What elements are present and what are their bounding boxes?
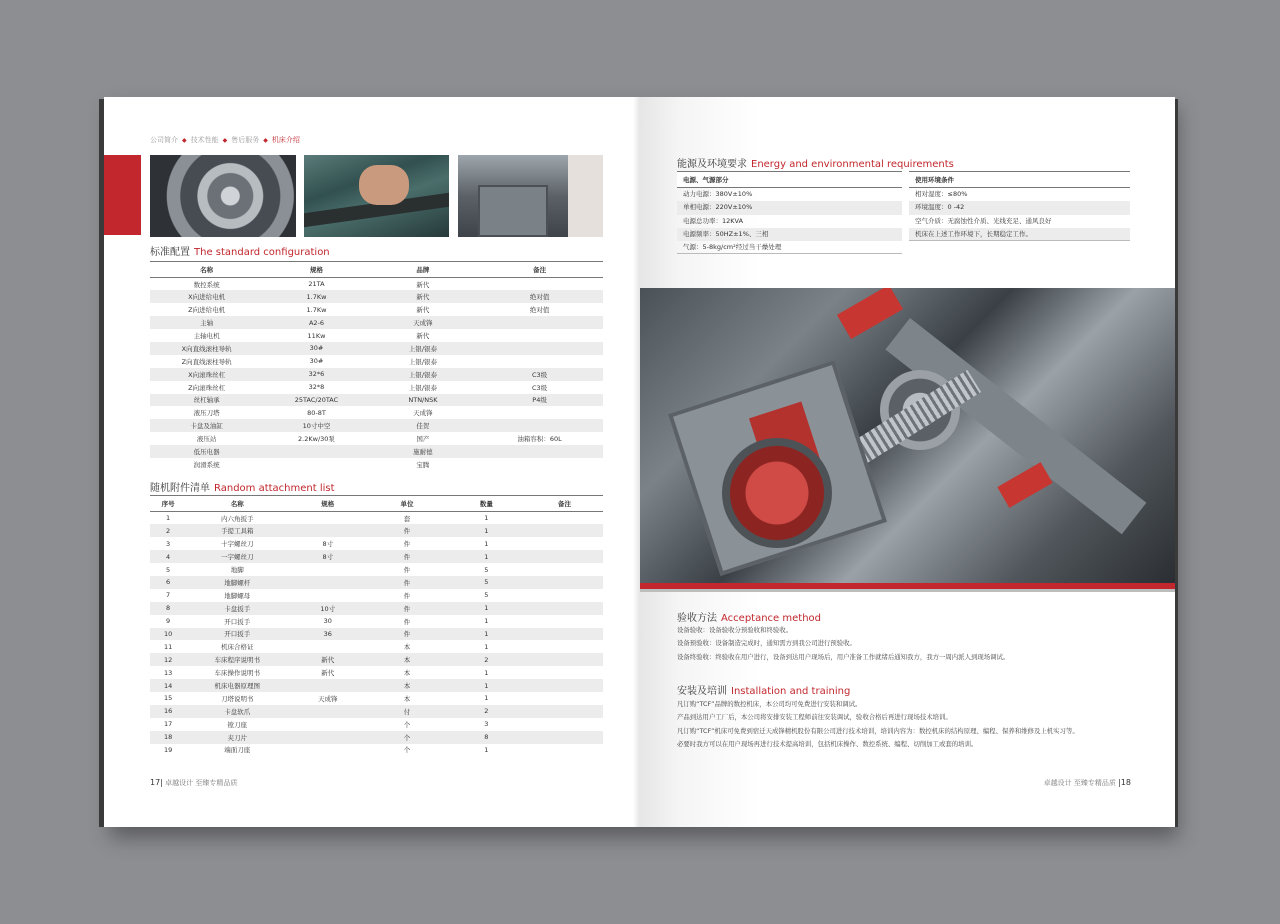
- table-cell: 1: [447, 679, 526, 692]
- table-cell: 16: [150, 705, 186, 718]
- table-cell: [476, 355, 603, 368]
- footer-slogan: 卓越设计 至臻专精品质: [165, 779, 238, 787]
- table-cell: [288, 563, 367, 576]
- table-cell: 端面刀座: [224, 746, 251, 755]
- table-cell: 1: [447, 628, 526, 641]
- table-cell: [526, 679, 603, 692]
- table-cell: [526, 589, 603, 602]
- section-title-en: Energy and environmental requirements: [751, 159, 954, 170]
- table-cell: [526, 524, 603, 537]
- section-title-en: Acceptance method: [721, 613, 821, 624]
- table-cell: 2.2Kw/30泵: [298, 435, 335, 444]
- table-row: [150, 445, 603, 458]
- table-row: [150, 512, 603, 525]
- paragraph-line: 产品到达用户工厂后，本公司将安排安装工程师前往安装调试，验收合格后再进行现场技术培训。: [677, 713, 952, 722]
- table-cell: 12: [150, 653, 186, 666]
- table-cell: C3级: [531, 383, 548, 392]
- section-title-cn: 随机附件清单: [150, 483, 210, 494]
- table-cell: [526, 731, 603, 744]
- table-cell: [288, 640, 367, 653]
- table-cell: 件: [403, 566, 411, 574]
- table-cell: [526, 718, 603, 731]
- table-cell: 2: [447, 653, 526, 666]
- table-cell: [526, 666, 603, 679]
- env-row: 动力电源：380V±10%: [683, 190, 753, 198]
- table-cell: 1: [484, 514, 489, 523]
- table-header-row: [150, 496, 603, 512]
- table-cell: 液压刀塔: [193, 409, 220, 418]
- table-cell: 5: [484, 591, 489, 600]
- env-row: 电源频率：50HZ±1%、三相: [677, 228, 902, 241]
- env-row: 相对湿度：≤80%: [915, 190, 968, 198]
- table-cell: 3: [166, 539, 171, 548]
- table-cell: 10寸: [288, 602, 367, 615]
- table-cell: [263, 458, 369, 471]
- paragraph-line: 凡订购“TCF”机床可免费到宿迁天成锋精机股份有限公司进行技术培训，培训内容为：数控机床的结构原理、编程、保养和维修及上机实习等。: [677, 726, 1079, 735]
- table-cell: 36: [288, 628, 367, 641]
- table-row: [150, 329, 603, 342]
- table-row: [150, 666, 603, 679]
- table-cell: 18: [150, 731, 186, 744]
- table-cell: 镗刀座: [227, 720, 247, 729]
- table-cell: Z向进给电机: [188, 306, 226, 315]
- env-row: 空气介质：无腐蚀性介质、光线充足、通风良好: [915, 216, 1052, 225]
- table-cell: 1: [484, 539, 489, 548]
- column-header: 备注: [526, 496, 603, 512]
- table-cell: 2: [447, 705, 526, 718]
- table-cell: 卡盘扳手: [186, 602, 288, 615]
- table-cell: 15: [163, 694, 173, 703]
- table-cell: 11: [163, 642, 173, 651]
- breadcrumb-item[interactable]: 售后服务: [231, 136, 260, 144]
- column-header: 规格: [263, 262, 369, 278]
- grey-divider-bar: [640, 589, 1175, 592]
- page-footer-left: 17| 卓越设计 至臻专精品质: [150, 778, 238, 787]
- table-cell: 8寸: [322, 540, 334, 549]
- table-cell: 开口扳手: [224, 617, 251, 626]
- table-cell: 10: [150, 628, 186, 641]
- table-cell: 本: [403, 643, 411, 652]
- standard-config-table: [150, 261, 603, 471]
- table-cell: 3: [484, 720, 489, 729]
- table-cell: 国产: [416, 435, 430, 444]
- footer-slogan: 卓越设计 至臻专精品质: [1043, 779, 1116, 787]
- column-header: 数量: [447, 496, 526, 512]
- diamond-icon: ◆: [222, 136, 228, 144]
- paragraph-line: 凡订购“TCF”品牌的数控机床，本公司均可免费进行安装和调试。: [677, 700, 862, 708]
- table-cell: 件: [367, 524, 446, 537]
- table-cell: [288, 589, 367, 602]
- column-header: 使用环境条件: [909, 171, 1130, 188]
- table-cell: 机床电器原理图: [186, 679, 288, 692]
- table-cell: 1: [447, 550, 526, 563]
- table-cell: 绝对值: [529, 306, 550, 315]
- paragraph-line: 设备预验收：设备制造完成时，通知需方到我公司进行预验收。: [677, 639, 856, 648]
- table-cell: 低压电器: [150, 445, 263, 458]
- table-cell: X向滚珠丝杠: [150, 368, 263, 381]
- table-cell: [288, 512, 367, 525]
- table-cell: 30#: [309, 357, 324, 366]
- env-row: 气源：5-8kg/cm²经过当干燥处理: [677, 241, 902, 254]
- table-cell: 1: [447, 602, 526, 615]
- table-cell: 丝杠轴承: [150, 394, 263, 407]
- table-cell: 地脚: [230, 566, 244, 574]
- table-cell: [288, 576, 367, 589]
- page-number: 18: [1120, 778, 1131, 787]
- table-cell: 19: [163, 745, 173, 754]
- paragraph-line: 必要时我方可以在用户现场再进行技术提高培训，包括机床操作、数控系统、编程、切削加工或套的培训。: [677, 739, 978, 748]
- table-cell: 上银/银泰: [408, 357, 438, 366]
- table-cell: 1: [484, 668, 489, 677]
- table-header-row: [150, 262, 603, 278]
- breadcrumb: [150, 135, 300, 145]
- table-cell: 件: [367, 602, 446, 615]
- column-header: 序号: [150, 496, 186, 512]
- table-row: [150, 458, 603, 471]
- table-row: [150, 355, 603, 368]
- table-row: [150, 653, 603, 666]
- table-row: [150, 381, 603, 394]
- table-cell: [476, 316, 603, 329]
- env-row: 环境温度：0 -42: [909, 201, 1130, 214]
- column-header: 备注: [476, 262, 603, 278]
- table-cell: [288, 679, 367, 692]
- section-title-en: The standard configuration: [194, 247, 330, 258]
- table-row: [150, 290, 603, 303]
- table-cell: Z向滚珠丝杠: [188, 383, 226, 392]
- table-cell: [526, 576, 603, 589]
- table-cell: 新代: [416, 306, 430, 315]
- table-cell: [263, 445, 369, 458]
- table-cell: 地脚螺杆: [186, 576, 288, 589]
- table-cell: 80-8T: [307, 408, 326, 417]
- table-cell: C3级: [476, 368, 603, 381]
- table-cell: 油箱容积：60L: [517, 435, 562, 444]
- table-cell: [526, 602, 603, 615]
- diamond-icon: ◆: [182, 136, 187, 144]
- table-cell: 夹刀片: [186, 731, 288, 744]
- table-cell: [526, 512, 603, 525]
- table-cell: [476, 342, 603, 355]
- table-cell: 30: [323, 617, 332, 626]
- table-cell: 6: [150, 576, 186, 589]
- table-cell: 本: [367, 653, 446, 666]
- table-cell: 上银/银泰: [370, 368, 476, 381]
- table-cell: 新代: [370, 290, 476, 303]
- table-cell: 个: [403, 720, 411, 729]
- table-cell: 佳贺: [370, 419, 476, 432]
- table-cell: 个: [367, 731, 446, 744]
- section-title-cn: 验收方法: [677, 613, 717, 624]
- table-cell: 9: [166, 617, 171, 626]
- paragraph-line: 设备终验收：终验收在用户进行，设备到达用户现场后，用户准备工作就绪后通知我方，我方一周内派人到现场调试。: [677, 652, 1010, 661]
- table-cell: 新代: [288, 653, 367, 666]
- section-title-en: Random attachment list: [214, 483, 335, 494]
- attachment-list-table: [150, 495, 603, 756]
- table-row: [150, 524, 603, 537]
- table-row: [150, 342, 603, 355]
- table-cell: [526, 615, 603, 628]
- table-cell: 件: [367, 576, 446, 589]
- table-cell: [476, 406, 603, 419]
- page-number: 17: [150, 778, 161, 787]
- table-cell: 1: [484, 694, 489, 703]
- table-cell: [526, 692, 603, 705]
- table-cell: P4级: [476, 394, 603, 407]
- table-row: [150, 640, 603, 653]
- left-page: [104, 97, 640, 827]
- table-cell: 件: [403, 617, 411, 626]
- paragraph-line: 设备验收：设备验收分预验收和终验收。: [677, 626, 793, 634]
- table-cell: 机床合格证: [220, 643, 254, 652]
- table-cell: 件: [367, 628, 446, 641]
- table-cell: Z向直线滚柱导轨: [181, 357, 232, 366]
- table-row: [150, 692, 603, 705]
- table-cell: 本: [367, 679, 446, 692]
- table-cell: 天成锋: [370, 316, 476, 329]
- table-row: [150, 368, 603, 381]
- section-title-cn: 安装及培训: [677, 686, 727, 697]
- table-cell: 7: [166, 591, 171, 600]
- table-cell: 5: [484, 565, 489, 574]
- table-cell: 21TA: [308, 280, 325, 289]
- table-cell: 十字螺丝刀: [220, 540, 254, 549]
- table-cell: 件: [403, 540, 411, 549]
- env-row: 电源总功率：12KVA: [683, 216, 744, 225]
- table-cell: [288, 744, 367, 757]
- table-cell: 地脚螺母: [224, 591, 251, 600]
- section-title-cn: 标准配置: [150, 247, 190, 258]
- table-cell: 1: [447, 524, 526, 537]
- acceptance-text: [677, 624, 1147, 664]
- table-cell: [526, 628, 603, 641]
- table-cell: 25TAC/20TAC: [263, 394, 369, 407]
- power-supply-column: [677, 171, 902, 254]
- table-row: [150, 537, 603, 550]
- table-row: [150, 705, 603, 718]
- table-cell: 润滑系统: [193, 460, 220, 469]
- table-cell: 车床程序说明书: [186, 653, 288, 666]
- table-cell: 1.7Kw: [306, 305, 327, 314]
- table-row: [150, 303, 603, 316]
- breadcrumb-item[interactable]: 技术性能: [190, 136, 219, 144]
- table-cell: 11Kw: [307, 331, 326, 340]
- table-cell: 上银/银泰: [408, 383, 438, 392]
- table-cell: [476, 445, 603, 458]
- table-row: [150, 744, 603, 757]
- table-cell: 开口扳手: [186, 628, 288, 641]
- table-cell: [288, 524, 367, 537]
- table-cell: [476, 278, 603, 291]
- table-cell: 刀塔说明书: [220, 694, 254, 703]
- column-header: 电源、气源部分: [677, 171, 902, 188]
- inspection-photo: [458, 155, 603, 237]
- table-cell: [526, 653, 603, 666]
- table-row: [150, 419, 603, 432]
- table-row: [150, 589, 603, 602]
- table-cell: 上银/银泰: [370, 342, 476, 355]
- table-cell: 10寸中空: [263, 419, 369, 432]
- table-cell: 30#: [263, 342, 369, 355]
- table-cell: X向进给电机: [150, 290, 263, 303]
- table-cell: 绝对值: [476, 290, 603, 303]
- table-cell: 一字螺丝刀: [186, 550, 288, 563]
- installation-title: [677, 682, 850, 697]
- table-cell: 14: [150, 679, 186, 692]
- table-cell: 8: [150, 602, 186, 615]
- table-cell: 13: [163, 668, 173, 677]
- table-cell: 卡盘软爪: [186, 705, 288, 718]
- page-footer-right: 卓越设计 至臻专精品质 |18: [1043, 778, 1131, 787]
- table-cell: [288, 705, 367, 718]
- table-cell: 车床操作说明书: [214, 669, 260, 678]
- table-cell: 付: [367, 705, 446, 718]
- environment-column: [909, 171, 1130, 241]
- column-header: 规格: [288, 496, 367, 512]
- table-row: [150, 316, 603, 329]
- table-cell: 天成锋: [318, 694, 338, 703]
- table-cell: 1: [484, 745, 489, 754]
- column-header: 名称: [150, 262, 263, 278]
- table-cell: 手提工具箱: [186, 524, 288, 537]
- table-cell: 宝腾: [416, 460, 430, 469]
- table-cell: 内六角扳手: [220, 514, 254, 523]
- table-cell: 32*6: [263, 368, 369, 381]
- column-header: 单位: [367, 496, 446, 512]
- table-row: [150, 278, 603, 291]
- energy-env-title: [677, 155, 954, 170]
- table-cell: 件: [403, 591, 411, 600]
- table-cell: 4: [150, 550, 186, 563]
- diamond-icon: ◆: [263, 136, 268, 144]
- env-row: 机床在上述工作环境下，长期稳定工作。: [909, 228, 1130, 241]
- table-cell: [526, 744, 603, 757]
- table-cell: 件: [367, 550, 446, 563]
- ball-screw-machine-photo: [640, 288, 1175, 583]
- table-row: [150, 718, 603, 731]
- table-row: [150, 550, 603, 563]
- table-row: [150, 394, 603, 407]
- acceptance-title: [677, 609, 821, 624]
- table-cell: A2-6: [263, 316, 369, 329]
- table-cell: [288, 718, 367, 731]
- table-cell: 17: [163, 720, 173, 729]
- right-page: [640, 97, 1175, 827]
- table-cell: [526, 705, 603, 718]
- table-cell: 本: [403, 669, 411, 678]
- column-header: 名称: [186, 496, 288, 512]
- table-cell: 卡盘及油缸: [150, 419, 263, 432]
- assembly-hands-photo: [304, 155, 449, 237]
- table-cell: [476, 419, 603, 432]
- table-row: [150, 563, 603, 576]
- table-row: [150, 406, 603, 419]
- table-cell: [476, 458, 603, 471]
- table-cell: 5: [166, 565, 171, 574]
- table-cell: 新代: [416, 280, 430, 289]
- table-cell: 1: [484, 617, 489, 626]
- standard-config-title: [150, 243, 330, 258]
- table-row: [150, 576, 603, 589]
- table-cell: [526, 640, 603, 653]
- table-cell: 天成锋: [413, 409, 433, 418]
- table-cell: 液压站: [196, 435, 217, 444]
- table-cell: 1: [166, 514, 171, 523]
- table-cell: [288, 731, 367, 744]
- table-row: [150, 615, 603, 628]
- table-cell: 主轴电机: [193, 332, 220, 340]
- table-cell: 数控系统: [193, 280, 220, 289]
- table-cell: [526, 550, 603, 563]
- breadcrumb-item[interactable]: 公司简介: [150, 136, 178, 144]
- table-cell: [476, 329, 603, 342]
- section-title-en: Installation and training: [731, 686, 851, 697]
- table-cell: 施耐德: [370, 445, 476, 458]
- attachment-list-title: [150, 479, 335, 494]
- table-cell: 新代: [321, 669, 335, 678]
- table-cell: 1: [484, 642, 489, 651]
- table-cell: NTN/NSK: [370, 394, 476, 407]
- section-title-cn: 能源及环境要求: [677, 159, 747, 170]
- table-cell: X向直线滚柱导轨: [150, 342, 263, 355]
- env-row: 单相电源：220V±10%: [677, 201, 902, 214]
- table-row: [150, 432, 603, 445]
- table-row: [150, 679, 603, 692]
- table-cell: 本: [403, 694, 411, 703]
- column-header: 品牌: [370, 262, 476, 278]
- table-cell: 32*8: [308, 383, 325, 392]
- table-cell: 8: [447, 731, 526, 744]
- table-row: [150, 602, 603, 615]
- table-cell: 2: [150, 524, 186, 537]
- table-row: [150, 731, 603, 744]
- breadcrumb-item-active[interactable]: 机床介绍: [271, 136, 300, 144]
- chuck-photo: [150, 155, 296, 237]
- table-cell: [526, 537, 603, 550]
- table-cell: 1.7Kw: [263, 290, 369, 303]
- table-cell: 套: [403, 514, 411, 523]
- table-cell: 新代: [416, 332, 430, 340]
- table-cell: [526, 563, 603, 576]
- table-cell: 主轴: [150, 316, 263, 329]
- table-cell: 8寸: [288, 550, 367, 563]
- table-row: [150, 628, 603, 641]
- installation-text: [677, 698, 1147, 751]
- table-cell: 个: [403, 746, 411, 755]
- table-cell: 5: [447, 576, 526, 589]
- red-accent-block: [104, 155, 141, 235]
